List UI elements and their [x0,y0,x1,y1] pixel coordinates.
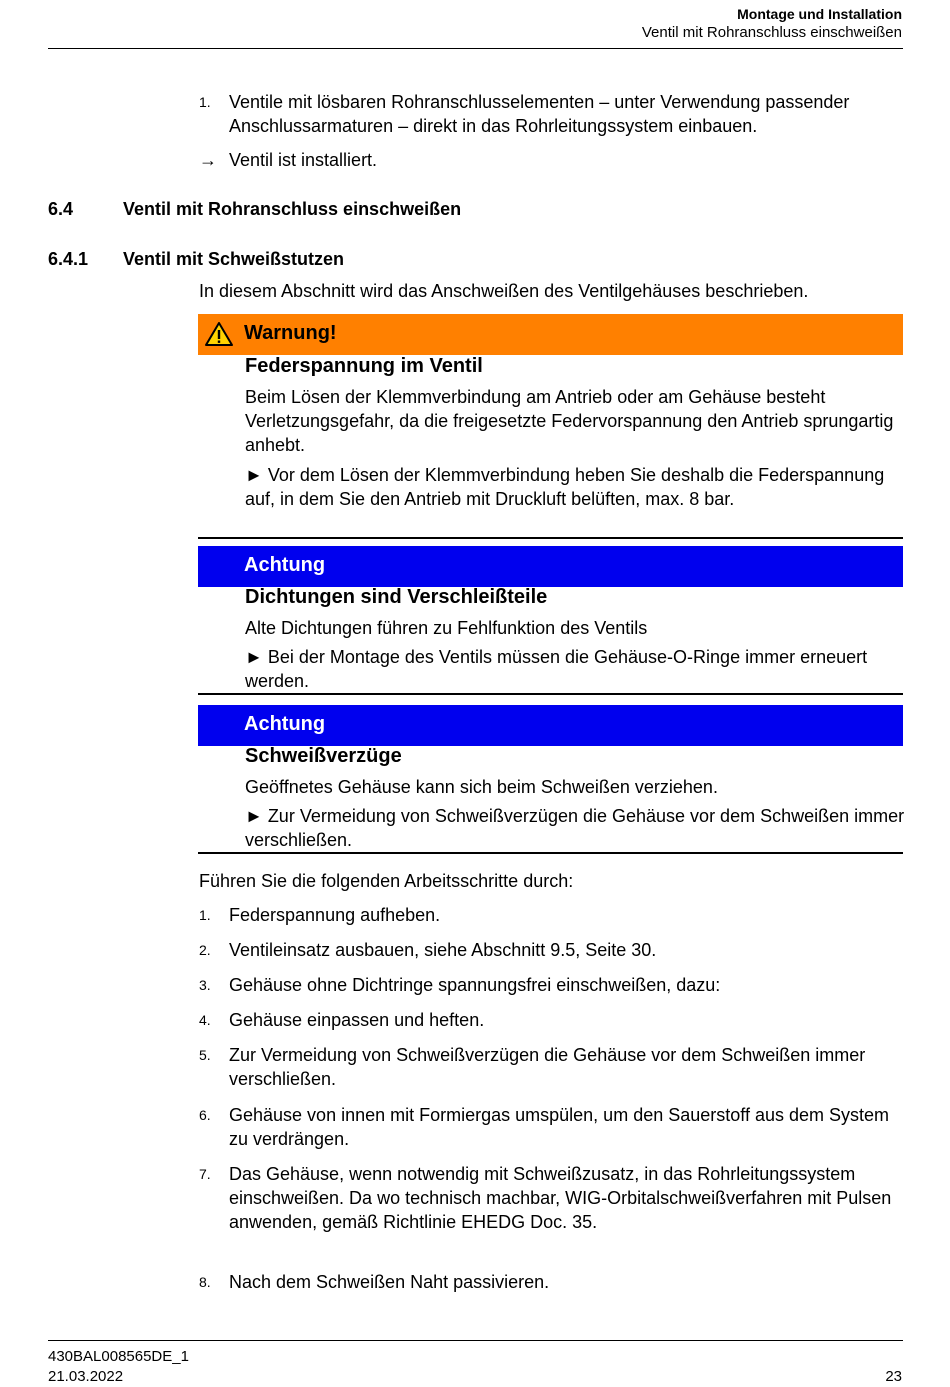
warning-divider [198,537,903,539]
step-number: 8. [199,1274,211,1290]
warning-label: Warnung! [244,322,337,344]
footer-divider [48,1340,903,1341]
caution-action-2: ► Zur Vermeidung von Schweißverzügen die Gehäuse vor dem Schweißen immer verschließen. [245,806,905,850]
header-divider [48,48,903,49]
page-number: 23 [885,1368,902,1385]
caution-label-2: Achtung [244,713,326,735]
result-text: Ventil ist installiert. [229,150,378,170]
step-text: Nach dem Schweißen Naht passivieren. [229,1272,550,1292]
caution-title: Dichtungen sind Verschleißteile [245,586,548,608]
step-number: 1. [199,94,211,110]
section-number: 6.4 [48,199,74,219]
header-title: Montage und Installation [737,6,902,22]
step-text: Federspannung aufheben. [229,905,441,925]
step-text: Gehäuse einpassen und heften. [229,1010,485,1030]
step-number: 4. [199,1012,211,1028]
step-text: Das Gehäuse, wenn notwendig mit Schweißzusatz, in das Rohrleitungssystem einschweißen. Da wo technisch machbar, WIG-Orbitalschweißverfahren mit Pulsen anwenden, gemäß Richtlinie EHEDG Doc. 35. [229,1164,892,1232]
step-number: 3. [199,977,211,993]
caution-divider-2 [198,852,903,854]
subsection-intro: In diesem Abschnitt wird das Anschweißen des Ventilgehäuses beschrieben. [199,281,809,301]
step-number: 5. [199,1047,211,1063]
footer-date: 21.03.2022 [48,1368,124,1385]
caution-banner [198,546,903,587]
caution-divider [198,693,903,695]
result-arrow-icon: → [199,150,217,170]
step-text: Ventileinsatz ausbauen, siehe Abschnitt 9.5, Seite 30. [229,940,657,960]
caution-label: Achtung [244,554,326,576]
footer-doc-id: 430BAL008565DE_1 [48,1348,189,1365]
warning-action: ► Vor dem Lösen der Klemmverbindung heben Sie deshalb die Federspannung auf, in dem Sie den Antrieb mit Druckluft belüften, max. 8 bar. [245,465,885,509]
section-title: Ventil mit Rohranschluss einschweißen [123,199,462,219]
step-number: 7. [199,1166,211,1182]
warning-triangle-icon [204,321,234,347]
procedure-intro: Führen Sie die folgenden Arbeitsschritte durch: [199,871,574,891]
step-text: Zur Vermeidung von Schweißverzügen die Gehäuse vor dem Schweißen immer verschließen. [229,1045,866,1089]
subsection-number: 6.4.1 [48,249,89,269]
subsection-title: Ventil mit Schweißstutzen [123,249,345,269]
step-text: Ventile mit lösbaren Rohranschlusselementen – unter Verwendung passender Anschlussarmaturen – direkt in das Rohrleitungssystem einbauen. [229,92,850,136]
step-text: Gehäuse von innen mit Formiergas umspülen, um den Sauerstoff aus dem System zu verdrängen. [229,1105,889,1149]
caution-body-2: Geöffnetes Gehäuse kann sich beim Schweißen verziehen. [245,777,718,797]
caution-body: Alte Dichtungen führen zu Fehlfunktion des Ventils [245,618,648,638]
step-number: 6. [199,1107,211,1123]
warning-banner [198,314,903,355]
step-number: 2. [199,942,211,958]
header-subtitle: Ventil mit Rohranschluss einschweißen [641,24,902,41]
step-number: 1. [199,907,211,923]
warning-title: Federspannung im Ventil [245,355,483,377]
caution-banner-2 [198,705,903,746]
step-text: Gehäuse ohne Dichtringe spannungsfrei einschweißen, dazu: [229,975,721,995]
caution-action: ► Bei der Montage des Ventils müssen die Gehäuse-O-Ringe immer erneuert werden. [245,647,868,691]
warning-body: Beim Lösen der Klemmverbindung am Antrieb oder am Gehäuse besteht Verletzungsgefahr, da die freigesetzte Federvorspannung den Antrieb sprungartig anhebt. [245,387,894,455]
caution-title-2: Schweißverzüge [245,745,402,767]
